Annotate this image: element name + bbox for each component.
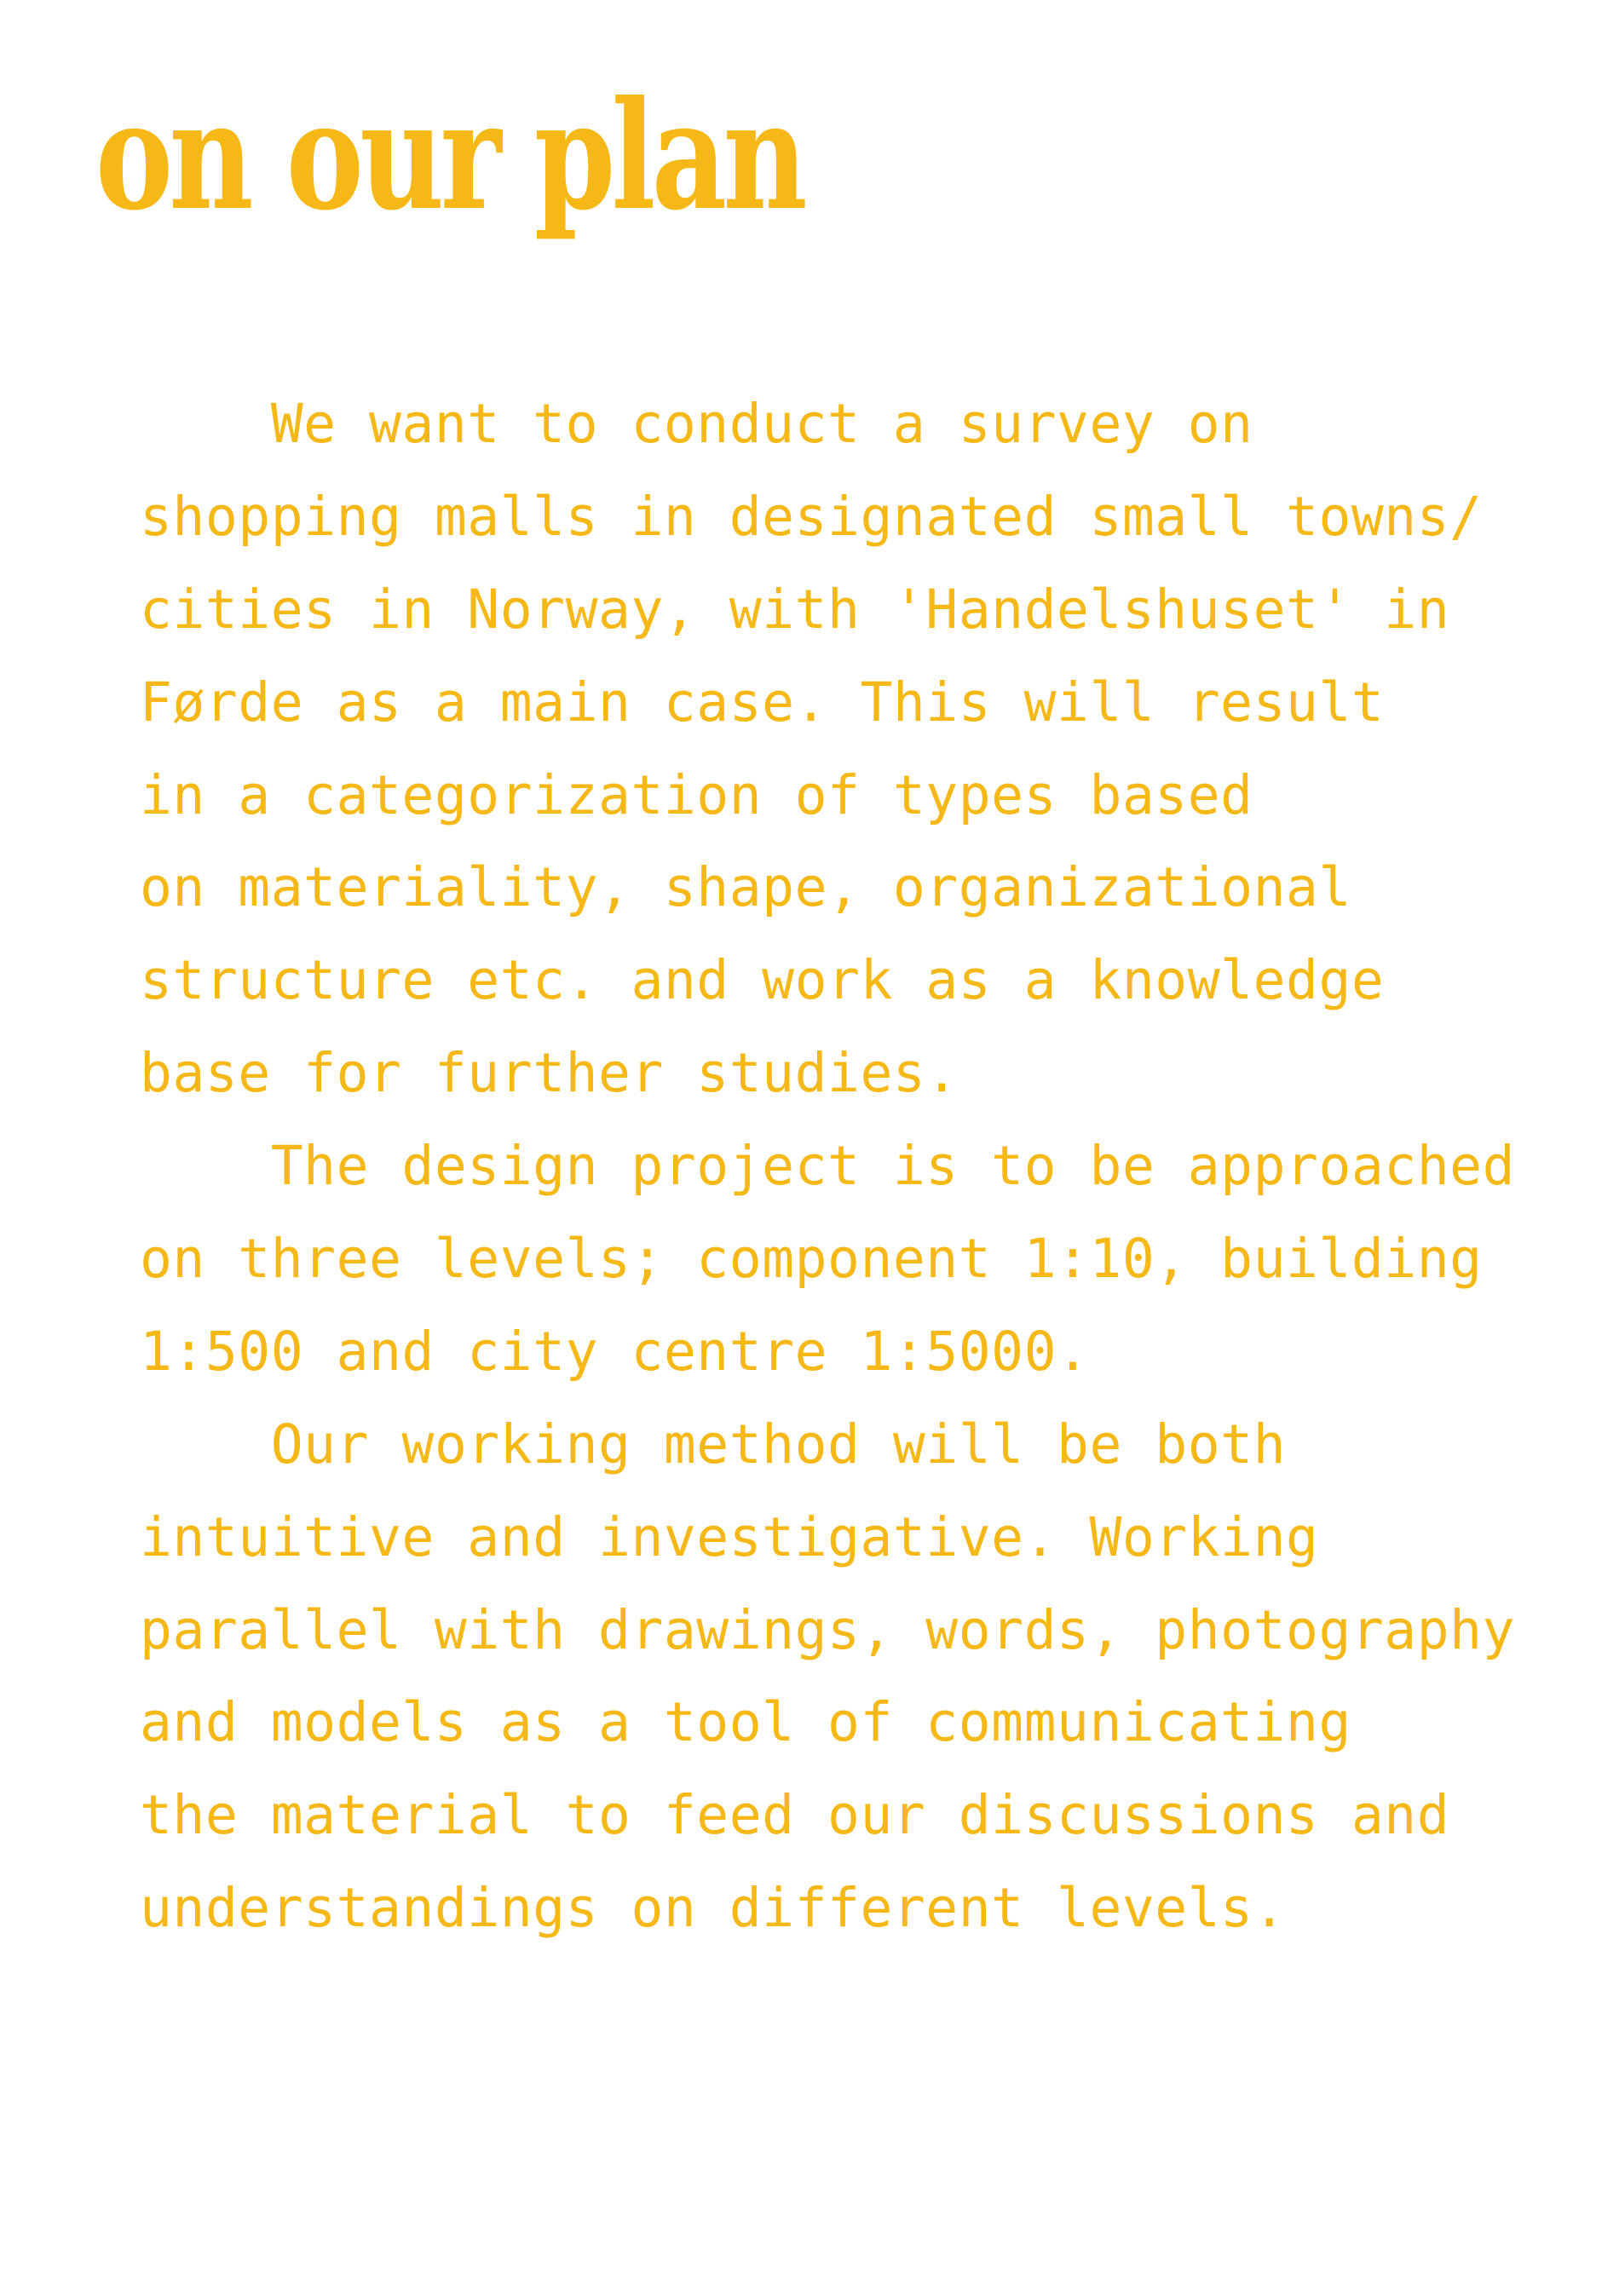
body-line: Førde as a main case. This will result — [140, 670, 1385, 734]
body-line: and models as a tool of communicating — [140, 1691, 1351, 1754]
body-line: 1:500 and city centre 1:5000. — [140, 1320, 1090, 1383]
body-line: understandings on different levels. — [140, 1877, 1287, 1940]
body-line: shopping malls in designated small towns/ — [140, 485, 1483, 548]
page-title: on our plan — [95, 69, 804, 244]
body-line: intuitive and investigative. Working — [140, 1505, 1319, 1568]
body-line: the material to feed our discussions and — [140, 1784, 1450, 1847]
body-line: parallel with drawings, words, photography — [140, 1598, 1516, 1661]
body-line: structure etc. and work as a knowledge — [140, 949, 1385, 1012]
body-line: in a categorization of types based — [140, 763, 1253, 826]
body-line: cities in Norway, with 'Handelshuset' in — [140, 578, 1450, 641]
body-line: base for further studies. — [140, 1042, 959, 1105]
body-line: Our working method will be both — [140, 1413, 1287, 1476]
body-line: We want to conduct a survey on — [140, 393, 1253, 455]
body-line: The design project is to be approached — [140, 1135, 1516, 1198]
body-line: on materiality, shape, organizational — [140, 856, 1351, 919]
body-paragraphs — [140, 378, 1571, 1955]
body-line: on three levels; component 1:10, building — [140, 1228, 1483, 1291]
